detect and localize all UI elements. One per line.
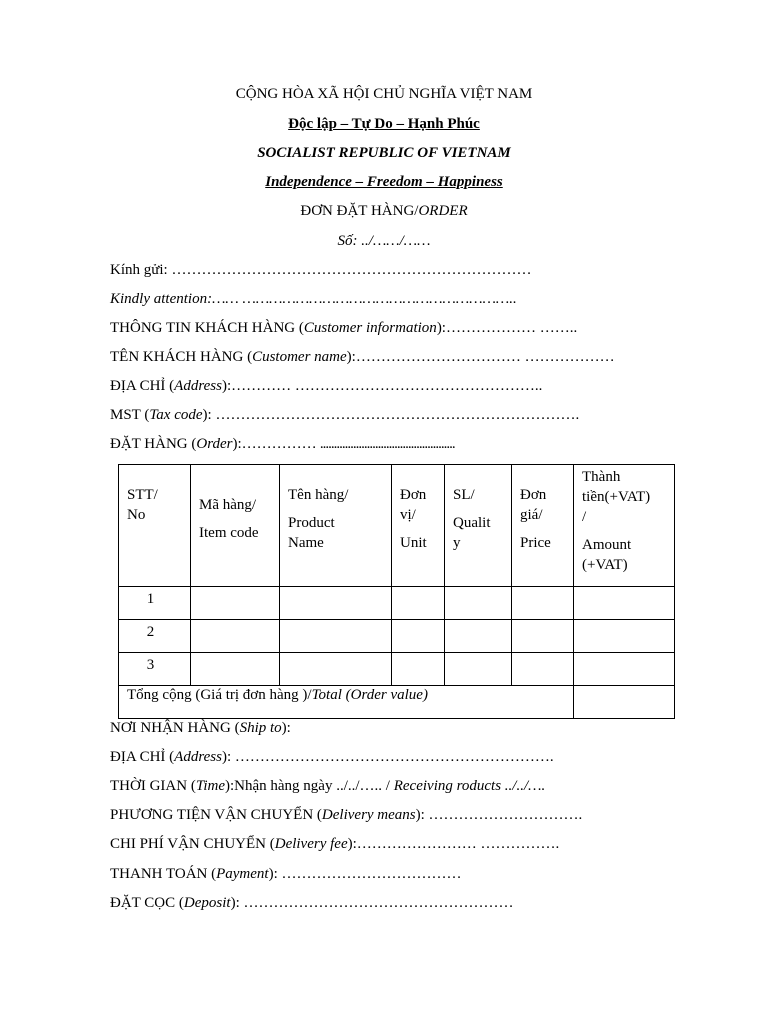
title-vn: ĐƠN ĐẶT HÀNG/ <box>300 203 419 219</box>
label: CHI PHÍ VẬN CHUYỂN ( <box>110 836 275 852</box>
field-time <box>110 778 545 795</box>
cell <box>191 620 280 653</box>
cell <box>191 653 280 686</box>
header-line: Qualit <box>453 515 491 531</box>
motto-en: Independence – Freedom – Happiness <box>265 174 503 190</box>
field-delivery-means <box>110 807 582 824</box>
label: THANH TOÁN ( <box>110 866 217 882</box>
dots: ): ……………………………………………… <box>230 895 514 911</box>
label-en: Deposit <box>183 895 231 911</box>
cell <box>392 587 445 620</box>
document-number: Số: ../……/…… <box>337 233 431 249</box>
dots: ): ………………………………………………………. <box>221 749 554 765</box>
label-en: Address <box>174 378 222 394</box>
label: THỜI GIAN ( <box>110 778 196 794</box>
row-number: 3 <box>119 653 191 686</box>
header-line: Đơn <box>520 487 547 503</box>
header-line: Name <box>288 535 324 551</box>
total-value-cell <box>574 686 675 719</box>
cell <box>191 587 280 620</box>
dots: ):……………… …….. <box>436 320 578 336</box>
label-en: Order <box>196 436 233 452</box>
cell <box>280 587 392 620</box>
header-line: giá/ <box>520 507 543 523</box>
dots-bold: ................................................. <box>320 439 456 451</box>
field-payment <box>110 866 462 883</box>
cell <box>512 620 574 653</box>
row-number: 2 <box>119 620 191 653</box>
dots: ): ………………………………………………………………. <box>202 407 580 423</box>
cell <box>280 653 392 686</box>
label: ĐỊA CHỈ ( <box>110 378 175 394</box>
table-header-row <box>119 465 675 587</box>
cell <box>574 653 675 686</box>
header-line: Amount <box>582 537 632 553</box>
label: NƠI NHẬN HÀNG ( <box>110 720 240 736</box>
header-price <box>512 465 574 587</box>
label: MST ( <box>110 407 150 423</box>
header-line: SL/ <box>453 487 475 503</box>
cell <box>392 620 445 653</box>
field-delivery-fee <box>110 836 559 853</box>
field-address <box>110 378 542 395</box>
republic-title-en: SOCIALIST REPUBLIC OF VIETNAM <box>257 145 511 161</box>
label: ĐỊA CHỈ ( <box>110 749 175 765</box>
title-en: ORDER <box>418 203 468 219</box>
document-title <box>0 203 768 220</box>
field-kinh-gui: Kính gửi: ……………………………………………………………… <box>110 262 532 278</box>
cell <box>512 653 574 686</box>
label-en: Customer name <box>252 349 347 365</box>
label-end: ): <box>281 720 291 736</box>
header-line: STT/ <box>127 487 158 503</box>
label: PHƯƠNG TIỆN VẬN CHUYỂN ( <box>110 807 322 823</box>
label-en: Payment <box>216 866 269 882</box>
time-en: Receiving roducts ../../…. <box>393 778 546 794</box>
cell <box>445 587 512 620</box>
field-customer-info <box>110 320 577 337</box>
cell <box>574 620 675 653</box>
header-line: vị/ <box>400 507 416 523</box>
total-label-en: Total (Order value) <box>311 687 428 703</box>
header-line: Item code <box>199 525 259 541</box>
header-line: Thành <box>582 469 621 485</box>
label-en: Address <box>174 749 222 765</box>
dots: ):…………… <box>232 436 317 452</box>
header-line: Unit <box>400 535 427 551</box>
label-en: Delivery means <box>321 807 416 823</box>
header-line: (+VAT) <box>582 557 628 573</box>
header-line: Mã hàng/ <box>199 497 257 513</box>
label-en: Delivery fee <box>274 836 348 852</box>
label: TÊN KHÁCH HÀNG ( <box>110 349 253 365</box>
field-ship-address <box>110 749 554 766</box>
label: THÔNG TIN KHÁCH HÀNG ( <box>110 320 304 336</box>
row-number: 1 <box>119 587 191 620</box>
cell <box>574 587 675 620</box>
order-table <box>118 464 675 719</box>
header-line: Product <box>288 515 335 531</box>
total-label <box>119 686 574 719</box>
label-en: Tax code <box>149 407 203 423</box>
dots: ):…………………………… ……………… <box>346 349 615 365</box>
cell <box>445 653 512 686</box>
dots: ):…………………… ……………. <box>347 836 560 852</box>
field-tax-code <box>110 407 579 424</box>
field-kindly-attention: Kindly attention:…… …………………………………………………….. <box>110 291 517 307</box>
motto-vn: Độc lập – Tự Do – Hạnh Phúc <box>288 116 480 132</box>
dots: ): ……………………………… <box>268 866 462 882</box>
header-line: Tên hàng/ <box>288 487 349 503</box>
time-vn: ):Nhận hàng ngày ../../….. / <box>225 778 394 794</box>
table-row <box>119 653 675 686</box>
label: ĐẶT HÀNG ( <box>110 436 197 452</box>
field-ship-to <box>110 720 291 737</box>
field-deposit <box>110 895 514 912</box>
header-line: Price <box>520 535 551 551</box>
republic-title-vn: CỘNG HÒA XÃ HỘI CHỦ NGHĨA VIỆT NAM <box>235 86 533 102</box>
dots: ):………… ………………………………………….. <box>221 378 543 394</box>
header-line: No <box>127 507 146 523</box>
dots: ): …………………………. <box>415 807 583 823</box>
header-product-name <box>280 465 392 587</box>
table-total-row <box>119 686 675 719</box>
field-customer-name <box>110 349 615 366</box>
header-line: tiền(+VAT) <box>582 489 651 505</box>
header-line: / <box>582 509 587 525</box>
field-order <box>110 436 455 453</box>
cell <box>445 620 512 653</box>
total-label-vn: Tổng cộng (Giá trị đơn hàng )/ <box>127 687 312 703</box>
cell <box>392 653 445 686</box>
header-line: Đơn <box>400 487 427 503</box>
table-row <box>119 620 675 653</box>
label-en: Time <box>195 778 225 794</box>
cell <box>512 587 574 620</box>
label-en: Ship to <box>239 720 282 736</box>
header-line: y <box>453 535 461 551</box>
label-en: Customer information <box>303 320 437 336</box>
header-unit <box>392 465 445 587</box>
label: ĐẶT CỌC ( <box>110 895 184 911</box>
cell <box>280 620 392 653</box>
table-row <box>119 587 675 620</box>
header-item-code <box>191 465 280 587</box>
header-quantity <box>445 465 512 587</box>
header-amount <box>574 465 675 587</box>
header-stt <box>119 465 191 587</box>
